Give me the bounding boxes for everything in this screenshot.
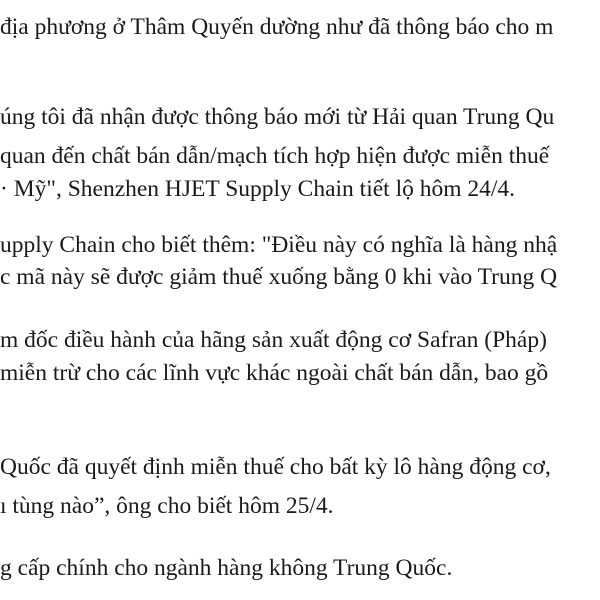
article-line: upply Chain cho biết thêm: "Điều này có nghĩa là hàng nhậ: [0, 232, 558, 258]
article-line: · Mỹ", Shenzhen HJET Supply Chain tiết lộ hôm 24/4.: [0, 176, 516, 202]
article-line: địa phương ở Thâm Quyến dường như đã thông báo cho m: [0, 14, 554, 40]
article-line: ı tùng nào”, ông cho biết hôm 25/4.: [0, 493, 334, 519]
article-line: g cấp chính cho ngành hàng không Trung Quốc.: [0, 555, 453, 581]
article-line: quan đến chất bán dẫn/mạch tích hợp hiện được miễn thuế: [0, 143, 550, 169]
article-line: úng tôi đã nhận được thông báo mới từ Hải quan Trung Qu: [0, 104, 555, 130]
article-line: c mã này sẽ được giảm thuế xuống bằng 0 khi vào Trung Q: [0, 264, 558, 290]
article-line: Quốc đã quyết định miễn thuế cho bất kỳ lô hàng động cơ,: [0, 454, 551, 480]
article-line: miễn trừ cho các lĩnh vực khác ngoài chất bán dẫn, bao gồ: [0, 360, 549, 386]
article-line: m đốc điều hành của hãng sản xuất động cơ Safran (Pháp): [0, 327, 547, 353]
